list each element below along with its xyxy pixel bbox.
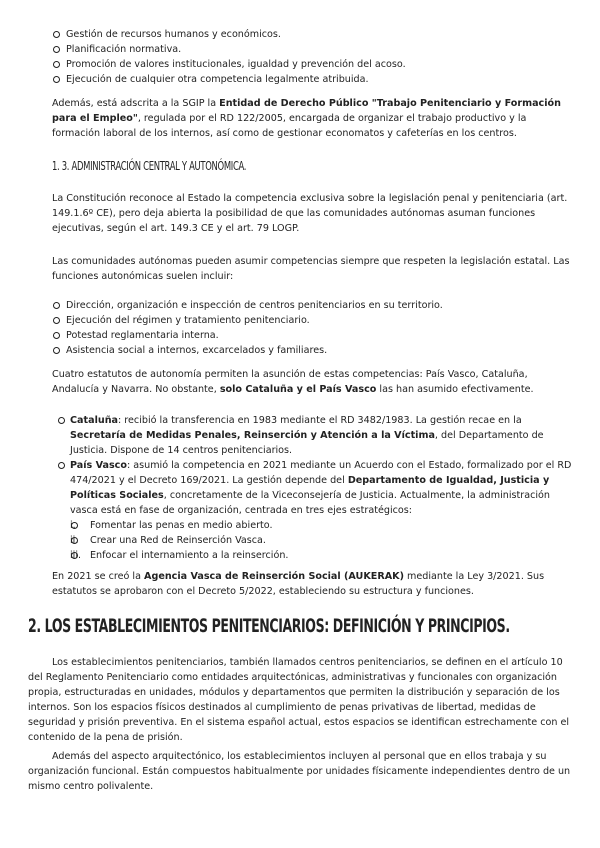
regions-list (56, 413, 572, 563)
bold-text: Departamento de Igualdad, Justicia y Políticas Sociales (70, 475, 550, 501)
text: : asumió la competencia en 2021 mediante un Acuerdo con el Estado, formalizado por el RD 474/2021 y el Decreto 169/2021. La gestión depende del (70, 460, 572, 486)
list-item: Potestad reglamentaria interna. (52, 328, 572, 343)
section-heading-1-3: 1. 3. ADMINISTRACIÓN CENTRAL Y AUTONÓMICA. (52, 159, 247, 173)
region-name: Cataluña (70, 415, 118, 426)
text: , regulada por el RD 122/2005, encargada de organizar el trabajo productivo y la formación laboral de los internos, así como de gestionar economatos y cafeterías en los centros. (52, 113, 527, 139)
list-number: i. (70, 520, 76, 531)
list-item (70, 518, 572, 533)
text: , del Departamento de Justicia. Dispone de 14 centros penitenciarios. (70, 430, 544, 456)
list-item: Asistencia social a internos, excarcelados y familiares. (52, 343, 572, 358)
top-bullet-list (52, 27, 572, 87)
list-number: ii. (70, 535, 79, 546)
bold-text: Agencia Vasca de Reinserción Social (AUKERAK) (144, 571, 404, 582)
list-number: iii. (70, 550, 82, 561)
ccaa-paragraph: Las comunidades autónomas pueden asumir competencias siempre que respeten la legislación estatal. Las funciones autonómicas suelen incluir: (52, 256, 570, 282)
text: Fomentar las penas en medio abierto. (90, 520, 273, 531)
estatutos-paragraph (52, 367, 572, 397)
bold-text: solo Cataluña y el País Vasco (219, 384, 377, 395)
text: las han asumido efectivamente. (376, 384, 534, 395)
sgip-paragraph (52, 96, 572, 141)
text: En 2021 se creó la (52, 571, 145, 582)
list-item: Ejecución del régimen y tratamiento penitenciario. (52, 313, 572, 328)
list-item (70, 533, 572, 548)
text: Cuatro estatutos de autonomía permiten la asunción de estas competencias: País Vasco, Cataluña, Andalucía y Navarra. No obstante, (52, 369, 528, 395)
list-item: Dirección, organización e inspección de centros penitenciarios en su territorio. (52, 298, 572, 313)
ejes-list (70, 518, 572, 563)
text: Crear una Red de Reinserción Vasca. (90, 535, 266, 546)
text: : recibió la transferencia en 1983 mediante el RD 3482/1983. La gestión recae en la (118, 415, 522, 426)
list-item-cataluna (56, 413, 572, 458)
definicion-paragraph: Los establecimientos penitenciarios, también llamados centros penitenciarios, se definen en el artículo 10 del Reglamento Penitenciario como entidades arquitectónicas, administrativas y funcionales con organización propia, estructuradas en unidades, módulos y departamentos que permiten la distribución y separación de los internos. Son los espacios físicos destinados al cumplimiento de penas privativas de libertad, medidas de seguridad y prisión preventiva. En el sistema español actual, estos espacios se identifican estrechamente con el contenido de la pena de prisión. (28, 657, 570, 743)
bold-text: Entidad de Derecho Público "Trabajo Penitenciario y Formación para el Empleo" (52, 98, 561, 124)
region-name: País Vasco (70, 460, 127, 471)
aukerak-paragraph (52, 569, 572, 599)
list-item: Gestión de recursos humanos y económicos. (52, 27, 572, 42)
list-item: Promoción de valores institucionales, igualdad y prevención del acoso. (52, 57, 572, 72)
bold-text: Secretaría de Medidas Penales, Reinserción y Atención a la Víctima (70, 430, 435, 441)
text: Además, está adscrita a la SGIP la (52, 98, 220, 109)
text: , concretamente de la Viceconsejería de Justicia. Actualmente, la administración vasca está en fase de organización, centrada en tres ejes estratégicos: (70, 490, 550, 516)
list-item: Ejecución de cualquier otra competencia legalmente atribuida. (52, 72, 572, 87)
list-item (70, 548, 572, 563)
list-item-pais-vasco (56, 458, 572, 563)
ccaa-bullet-list (52, 298, 572, 358)
text: Enfocar el internamiento a la reinserción. (90, 550, 289, 561)
text: mediante la Ley 3/2021. Sus estatutos se aprobaron con el Decreto 5/2022, estableciendo su estructura y funciones. (52, 571, 545, 597)
section-heading-2: 2. LOS ESTABLECIMIENTOS PENITENCIARIOS: DEFINICIÓN Y PRINCIPIOS. (28, 615, 510, 637)
list-item: Planificación normativa. (52, 42, 572, 57)
arquitectura-paragraph: Además del aspecto arquitectónico, los establecimientos incluyen al personal que en ellos trabaja y su organización funcional. Están compuestos habitualmente por unidades físicamente independientes dentro de un mismo centro polivalente. (28, 751, 571, 792)
constitucion-paragraph: La Constitución reconoce al Estado la competencia exclusiva sobre la legislación penal y penitenciaria (art. 149.1.6º CE), pero deja abierta la posibilidad de que las comunidades autónomas asuman funciones ejecutivas, según el art. 149.3 CE y el art. 79 LOGP. (52, 193, 568, 234)
